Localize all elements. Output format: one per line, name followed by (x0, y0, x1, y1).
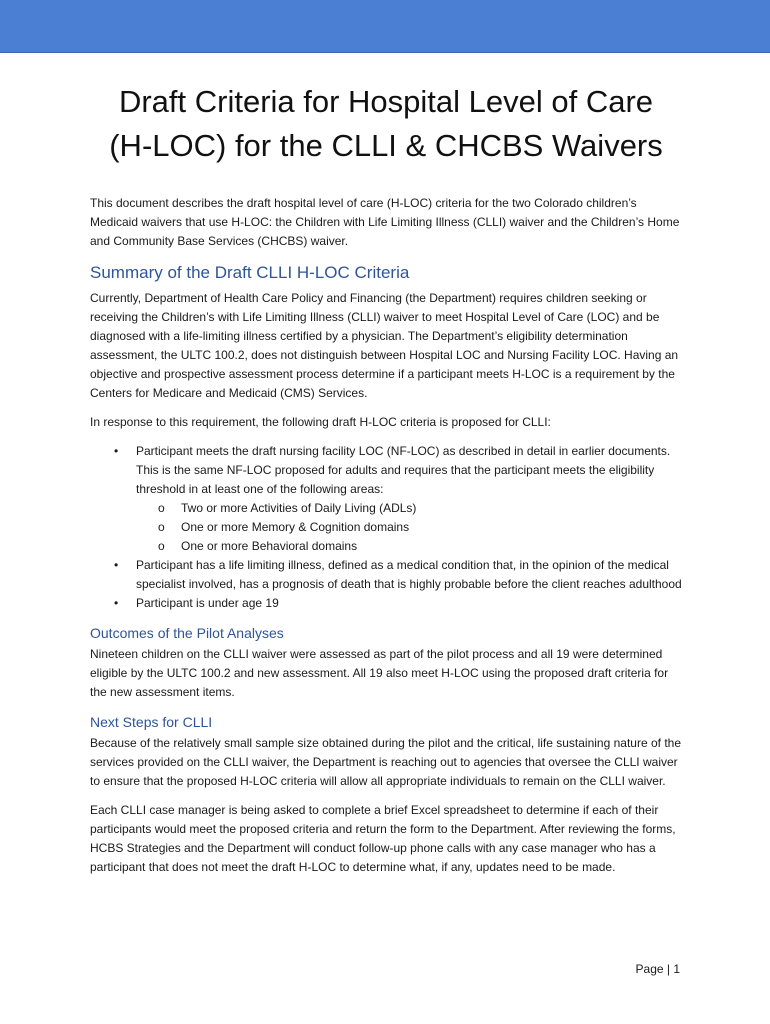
title-line-2: (H-LOC) for the CLLI & CHCBS Waivers (109, 128, 663, 163)
circle-bullet-icon: o (158, 501, 165, 515)
list-item (90, 594, 682, 613)
bullet-icon: • (114, 596, 119, 610)
sub-bullet-text: One or more Behavioral domains (181, 539, 358, 553)
title-line-1: Draft Criteria for Hospital Level of Care (118, 84, 654, 119)
next-steps-paragraph-2: Each CLLI case manager is being asked to complete a brief Excel spreadsheet to determine if each of their participants would meet the proposed criteria and return the form to the Department. After reviewing the forms, HCBS Strategies and the Department will conduct follow-up phone calls with any case manager who has a participant that does not meet the draft H-LOC to determine what, if any, updates need to be made. (90, 803, 676, 874)
circle-bullet-icon: o (158, 539, 165, 553)
next-steps-paragraph-1: Because of the relatively small sample size obtained during the pilot and the critical, life sustaining nature of the services provided on the CLLI waiver, the Department is reaching out to agencies that oversee the CLLI waiver to ensure that the proposed H-LOC criteria will allow all appropriate individuals to remain on the CLLI waiver. (90, 736, 681, 788)
sub-criteria-list (136, 499, 682, 556)
next-steps-heading: Next Steps for CLLI (90, 714, 213, 730)
summary-paragraph-2: In response to this requirement, the following draft H-LOC criteria is proposed for CLLI: (90, 415, 551, 429)
document-page (90, 80, 682, 887)
circle-bullet-icon: o (158, 520, 165, 534)
top-toolbar-bar (0, 0, 770, 53)
page-number: Page | 1 (635, 962, 680, 976)
outcomes-paragraph: Nineteen children on the CLLI waiver were assessed as part of the pilot process and all 19 were determined eligible by the ULTC 100.2 and new assessment. All 19 also meet H-LOC using the proposed draft criteria for the new assessment items. (90, 647, 669, 699)
bullet-icon: • (114, 444, 119, 458)
list-item (90, 556, 682, 594)
sub-bullet-text: One or more Memory & Cognition domains (181, 520, 410, 534)
bullet-text: Participant is under age 19 (136, 596, 279, 610)
bullet-icon: • (114, 558, 119, 572)
list-item (90, 442, 682, 556)
document-title (90, 80, 682, 168)
outcomes-heading: Outcomes of the Pilot Analyses (90, 625, 284, 641)
bullet-text: Participant has a life limiting illness, defined as a medical condition that, in the opinion of the medical specialist involved, has a prognosis of death that is highly probable before the client reaches adulthood (136, 558, 682, 591)
bullet-text: Participant meets the draft nursing facility LOC (NF-LOC) as described in detail in earlier documents. This is the same NF-LOC proposed for adults and requires that the participant meets the eligibility threshold in at least one of the following areas: (136, 444, 671, 496)
sub-bullet-text: Two or more Activities of Daily Living (ADLs) (181, 501, 417, 515)
summary-paragraph-1: Currently, Department of Health Care Policy and Financing (the Department) requires children seeking or receiving the Children’s with Life Limiting Illness (CLLI) waiver to meet Hospital Level of Care (LOC) and be diagnosed with a life-limiting illness certified by a physician. The Department’s eligibility determination assessment, the ULTC 100.2, does not distinguish between Hospital LOC and Nursing Facility LOC. Having an objective and prospective assessment process determine if a participant meets H-LOC is a requirement by the Centers for Medicare and Medicaid (CMS) Services. (90, 291, 679, 400)
criteria-list (90, 442, 682, 613)
summary-heading: Summary of the Draft CLLI H-LOC Criteria (90, 263, 410, 282)
intro-paragraph: This document describes the draft hospital level of care (H-LOC) criteria for the two Colorado children’s Medicaid waivers that use H-LOC: the Children with Life Limiting Illness (CLLI) waiver and the Children’s Home and Community Base Services (CHCBS) waiver. (90, 196, 680, 248)
sub-list-item (136, 499, 682, 518)
sub-list-item (136, 518, 682, 537)
sub-list-item (136, 537, 682, 556)
